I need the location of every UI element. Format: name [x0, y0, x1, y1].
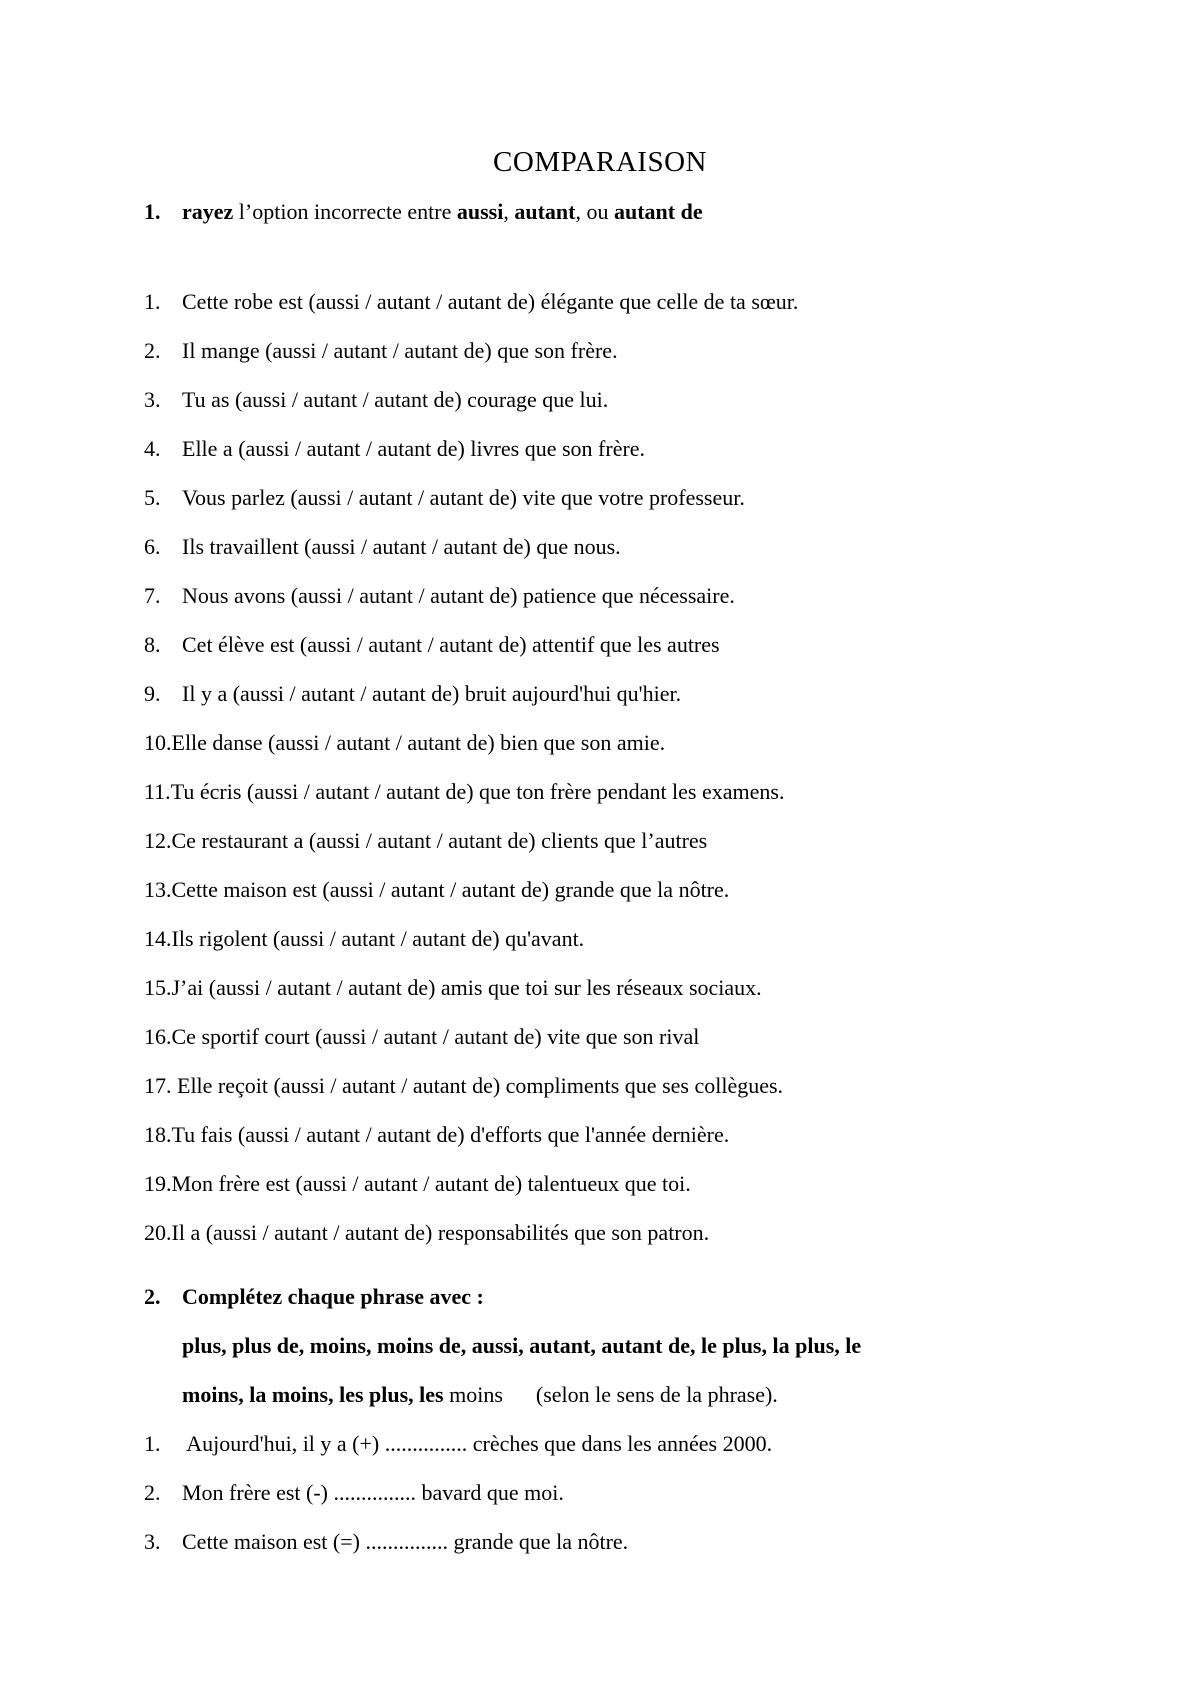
item-text: Cette maison est (aussi / autant / autant de) grande que la nôtre. [171, 877, 730, 902]
item-text: Elle reçoit (aussi / autant / autant de) compliments que ses collègues. [171, 1073, 784, 1098]
item-text: Cet élève est (aussi / autant / autant de) attentif que les autres [182, 632, 720, 657]
item-text: Tu écris (aussi / autant / autant de) que ton frère pendant les examens. [170, 779, 785, 804]
item-number: 5. [144, 485, 161, 510]
instruction-text: , ou [575, 199, 614, 224]
list-item [144, 876, 729, 904]
list-item [144, 778, 784, 806]
item-number: 3. [144, 1529, 161, 1554]
item-number: 6. [144, 534, 161, 559]
page-title: COMPARAISON [493, 146, 707, 178]
list-item [144, 925, 584, 953]
item-number: 19. [144, 1171, 172, 1196]
item-text: Mon frère est (aussi / autant / autant de) talentueux que toi. [171, 1171, 691, 1196]
word-list-line-1 [182, 1332, 861, 1360]
item-number: 2. [144, 338, 161, 363]
item-number: 7. [144, 583, 161, 608]
instruction-text: , [503, 199, 515, 224]
item-text: Mon frère est (-) ............... bavard que moi. [182, 1480, 564, 1505]
instruction-word-autant: autant [514, 199, 576, 224]
list-item [144, 386, 608, 414]
item-number: 18. [144, 1122, 172, 1147]
instruction-word-rayez: rayez [182, 199, 234, 224]
item-text: Aujourd'hui, il y a (+) ............... crèches que dans les années 2000. [182, 1431, 773, 1456]
item-text: Ce restaurant a (aussi / autant / autant de) clients que l’autres [171, 828, 708, 853]
item-number: 1. [144, 1431, 161, 1456]
section1-number: 1. [144, 199, 161, 224]
word-list-text: moins, la moins, les plus, les [182, 1382, 444, 1407]
item-text: Cette maison est (=) ............... grande que la nôtre. [182, 1529, 629, 1554]
item-text: Elle a (aussi / autant / autant de) livres que son frère. [182, 436, 646, 461]
item-number: 8. [144, 632, 161, 657]
instruction-word-aussi: aussi [456, 199, 504, 224]
item-text: Elle danse (aussi / autant / autant de) bien que son amie. [171, 730, 666, 755]
list-item [144, 1121, 729, 1149]
item-number: 12. [144, 828, 172, 853]
section2-heading-text: Complétez chaque phrase avec : [182, 1284, 484, 1309]
list-item [144, 533, 621, 561]
list-item [144, 729, 665, 757]
item-text: Vous parlez (aussi / autant / autant de) vite que votre professeur. [182, 485, 745, 510]
item-number: 4. [144, 436, 161, 461]
list-item [144, 484, 745, 512]
list-item [144, 1479, 564, 1507]
list-item [144, 1072, 783, 1100]
item-number: 15. [144, 975, 172, 1000]
list-item [144, 1528, 628, 1556]
item-text: J’ai (aussi / autant / autant de) amis que toi sur les réseaux sociaux. [171, 975, 762, 1000]
item-text: Tu as (aussi / autant / autant de) courage que lui. [182, 387, 609, 412]
item-number: 2. [144, 1480, 161, 1505]
list-item [144, 1430, 772, 1458]
section2-number: 2. [144, 1284, 161, 1309]
item-number: 3. [144, 387, 161, 412]
item-text: Ils rigolent (aussi / autant / autant de) qu'avant. [171, 926, 585, 951]
list-item [144, 337, 618, 365]
item-text: Il a (aussi / autant / autant de) responsabilités que son patron. [171, 1220, 710, 1245]
item-number: 11. [144, 779, 171, 804]
list-item [144, 631, 720, 659]
word-list-text: plus, plus de, moins, moins de, aussi, autant, autant de, le plus, la plus, le [182, 1333, 862, 1358]
item-text: Ils travaillent (aussi / autant / autant de) que nous. [182, 534, 621, 559]
item-text: Il mange (aussi / autant / autant de) que son frère. [182, 338, 618, 363]
item-number: 17. [144, 1073, 172, 1098]
list-item [144, 1023, 699, 1051]
item-text: Tu fais (aussi / autant / autant de) d'efforts que l'année dernière. [171, 1122, 730, 1147]
list-item [144, 974, 762, 1002]
item-text: Nous avons (aussi / autant / autant de) patience que nécessaire. [182, 583, 735, 608]
list-item [144, 1170, 691, 1198]
section1-instruction [144, 198, 703, 226]
instruction-word-autant-de: autant de [613, 199, 703, 224]
item-text: Cette robe est (aussi / autant / autant de) élégante que celle de ta sœur. [182, 289, 799, 314]
list-item [144, 435, 645, 463]
item-number: 20. [144, 1220, 172, 1245]
item-number: 1. [144, 289, 161, 314]
list-item [144, 827, 707, 855]
item-text: Il y a (aussi / autant / autant de) bruit aujourd'hui qu'hier. [182, 681, 682, 706]
list-item [144, 582, 735, 610]
instruction-text: l’option incorrecte entre [233, 199, 457, 224]
item-number: 16. [144, 1024, 172, 1049]
item-number: 10. [144, 730, 172, 755]
item-number: 14. [144, 926, 172, 951]
item-number: 9. [144, 681, 161, 706]
list-item [144, 680, 681, 708]
section2-heading [144, 1283, 484, 1311]
word-list-note: moins (selon le sens de la phrase). [443, 1382, 778, 1407]
item-number: 13. [144, 877, 172, 902]
list-item [144, 1219, 709, 1247]
item-text: Ce sportif court (aussi / autant / autant de) vite que son rival [171, 1024, 700, 1049]
word-list-line-2 [182, 1381, 778, 1409]
list-item [144, 288, 798, 316]
